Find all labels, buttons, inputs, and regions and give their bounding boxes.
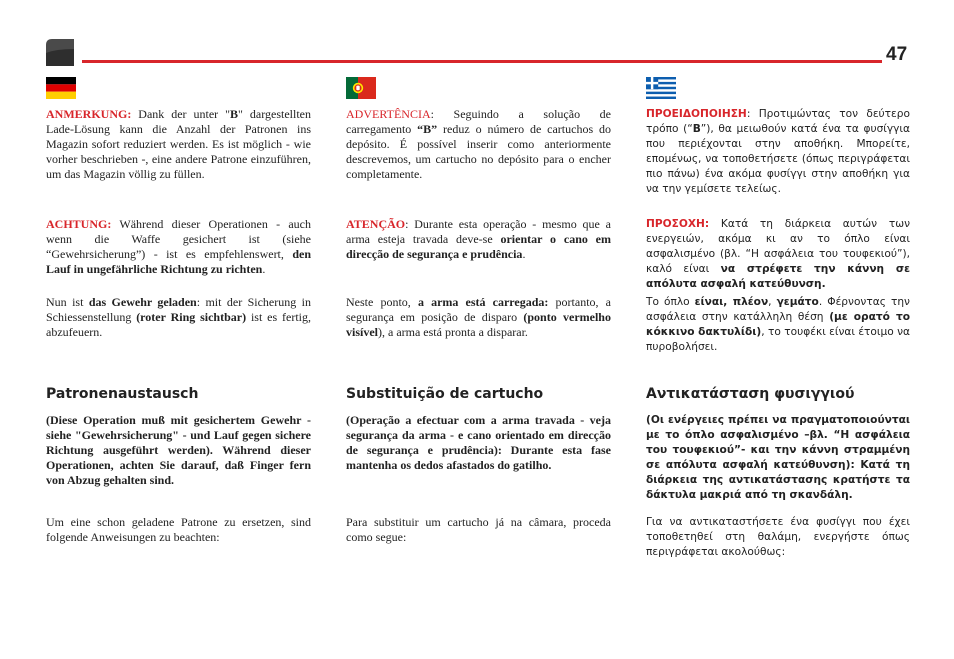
intro-text: Um eine schon geladene Patrone zu ersetzen, sind folgende Anweisungen zu beachten: [46,515,311,544]
section-title: Patronenaustausch [46,386,199,402]
intro-text: Για να αντικαταστήσετε ένα φυσίγγι που έχει τοποθετηθεί στη θαλάμη, ενεργήστε όπως περιγράφεται ακολούθως: [646,516,910,558]
note-loaded: Το όπλο είναι, πλέον, γεμάτο. Φέρνοντας την ασφάλεια στην κατάλληλη θέση (με ορατό το κόκκινο δακτυλίδι), το τουφέκι είναι έτοιμο να πυροβολήσει. [646,296,911,353]
greek-flag-icon [646,77,676,99]
note-achtung: ACHTUNG: Während dieser Operationen - auch wenn die Waffe gesichert ist (siehe “Gewehrsicherung”) - ist es empfehlenswert, den Lauf in ungefährliche Richtung zu richten. [46,217,311,276]
warning-block: (Diese Operation muß mit gesichertem Gewehr - siehe "Gewehrsicherung" - und Lauf gegen sichere Richtung ausgeführt werden). Während dieser Operationen, achten Sie darauf, daß Finger fern von Abzug gehalten sind. [46,413,311,487]
note-prosochi: ΠΡΟΣΟΧΗ: Κατά τη διάρκεια αυτών των ενεργειών, ακόμα κι αν το όπλο είναι ασφαλισμένο (βλ. “Η ασφάλεια του τουφεκιού”), καλό είναι να στρέφετε την κάννη σε απόλυτα ασφαλή κατεύθυνση. [646,218,910,290]
page-number: 47 [886,44,908,65]
section-title: Αντικατάσταση φυσιγγιού [646,386,855,402]
column-greek [646,77,911,558]
note-proeidopoiisi: ΠΡΟΕΙΔΟΠΟΙΗΣΗ: Προτιμώντας τον δεύτερο τρόπο (“B”), θα μειωθούν κατά ένα τα φυσίγγια που περιέχονται στην αποθήκη. Μπορείτε, επομένως, να τοποθετήσετε (όπως περιγράφεται πιο πάνω) ένα ακόμα φυσίγγι στην αποθήκη για να την γεμίσετε τελείως. [646,108,910,195]
note-loaded: Nun ist das Gewehr geladen: mit der Sicherung in Schiessenstellung (roter Ring sichtbar) ist es fertig, abzufeuern. [46,295,311,339]
warning-block: (Operação a efectuar com a arma travada - veja segurança da arma - e cano orientado em direcção de segurança e prudência): Durante esta fase mantenha os dedos afastados do gatilho. [346,413,611,472]
corner-tab-icon [46,39,74,66]
warning-block: (Οι ενέργειες πρέπει να πραγματοποιούνται με το όπλο ασφαλισμένο –βλ. “Η ασφάλεια του τουφεκιού”- και την κάννη στραμμένη σε απόλυτα ασφαλή κατεύθυνση): Κατά τη διάρκεια της αντικατάστασης κρατήστε τα δάκτυλα μακριά από τη σκανδάλη. [646,414,910,501]
portuguese-flag-icon [346,77,376,99]
note-loaded: Neste ponto, a arma está carregada: portanto, a segurança em posição de disparo (ponto vermelho visível), a arma está pronta a disparar. [346,295,612,339]
section-title: Substituição de cartucho [346,386,544,402]
note-advertencia: ADVERTÊNCIA: Seguindo a solução de carregamento “B” reduz o número de cartuchos do depósito. É possível inserir como anteriormente descrevemos, um cartucho no depósito para o encher completamente. [346,107,612,181]
column-german [46,77,311,544]
intro-text: Para substituir um cartucho já na câmara, proceda como segue: [346,515,611,544]
header-rule [82,60,882,63]
column-portuguese [346,77,612,544]
german-flag-icon [46,77,76,99]
note-anmerkung: ANMERKUNG: Dank der unter "B" dargestellten Lade-Lösung kann die Anzahl der Patronen ins Magazin sofort reduziert werden. Es ist möglich - wie vorher beschrieben -, eine andere Patrone einzuführen, um das Magazin völlig zu füllen. [46,107,311,181]
note-atencao: ATENÇÃO: Durante esta operação - mesmo que a arma esteja travada deve-se orientar o cano em direcção de segurança e prudência. [346,217,611,261]
